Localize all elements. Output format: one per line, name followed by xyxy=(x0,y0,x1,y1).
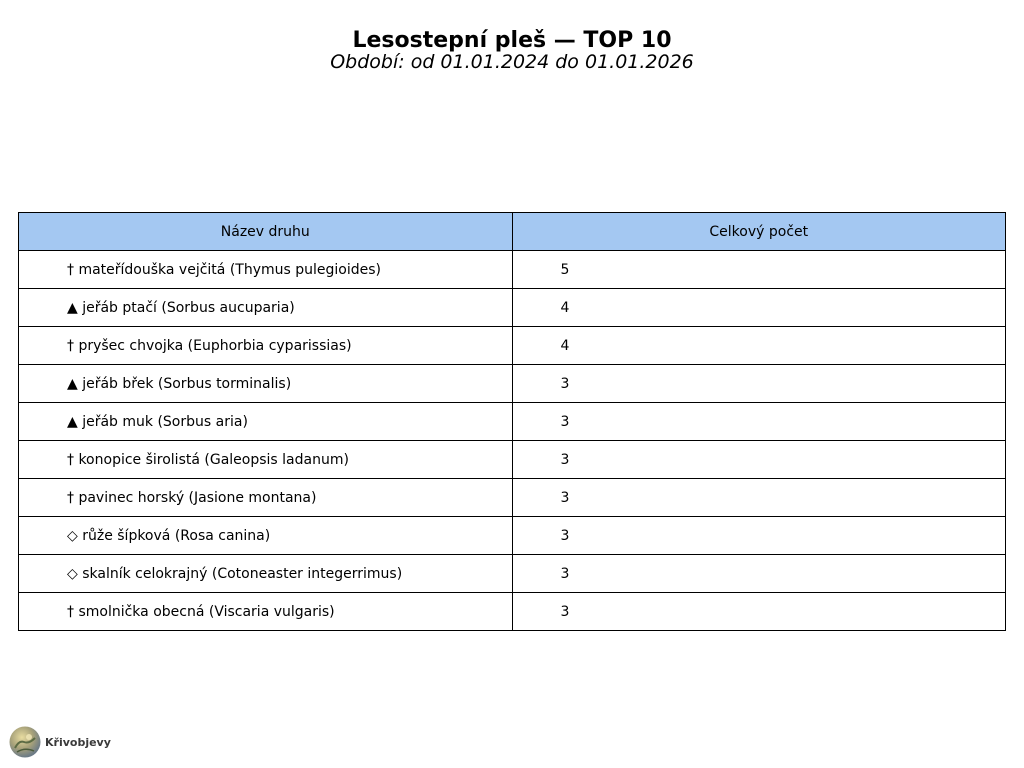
count-cell: 3 xyxy=(512,403,1005,441)
table-header-row xyxy=(19,213,1006,251)
species-name-cell: ▲ jeřáb muk (Sorbus aria) xyxy=(19,403,513,441)
table-row xyxy=(19,365,1006,403)
table-row xyxy=(19,403,1006,441)
species-name-cell: ◇ růže šípková (Rosa canina) xyxy=(19,517,513,555)
count-cell: 4 xyxy=(512,289,1005,327)
species-table xyxy=(18,212,1006,631)
table-row xyxy=(19,327,1006,365)
count-cell: 5 xyxy=(512,251,1005,289)
page-title: Lesostepní pleš — TOP 10 xyxy=(352,28,672,53)
brand-name: Křivobjevy xyxy=(45,735,111,749)
species-name-cell: ▲ jeřáb ptačí (Sorbus aucuparia) xyxy=(19,289,513,327)
species-name-cell: † pryšec chvojka (Euphorbia cyparissias) xyxy=(19,327,513,365)
brand-logo xyxy=(9,726,111,758)
table-row xyxy=(19,555,1006,593)
logo-emblem-icon xyxy=(9,726,41,758)
column-header-name: Název druhu xyxy=(19,213,513,251)
count-cell: 3 xyxy=(512,365,1005,403)
column-header-count: Celkový počet xyxy=(512,213,1005,251)
table-body xyxy=(19,251,1006,631)
count-cell: 3 xyxy=(512,441,1005,479)
table-row xyxy=(19,289,1006,327)
species-name-cell: ◇ skalník celokrajný (Cotoneaster integerrimus) xyxy=(19,555,513,593)
count-cell: 3 xyxy=(512,555,1005,593)
species-name-cell: † mateřídouška vejčitá (Thymus pulegioides) xyxy=(19,251,513,289)
species-name-cell: † pavinec horský (Jasione montana) xyxy=(19,479,513,517)
species-name-cell: ▲ jeřáb břek (Sorbus torminalis) xyxy=(19,365,513,403)
species-name-cell: † smolnička obecná (Viscaria vulgaris) xyxy=(19,593,513,631)
count-cell: 4 xyxy=(512,327,1005,365)
count-cell: 3 xyxy=(512,593,1005,631)
table-row xyxy=(19,517,1006,555)
page-subtitle: Období: od 01.01.2024 do 01.01.2026 xyxy=(330,51,694,73)
count-cell: 3 xyxy=(512,479,1005,517)
table-row xyxy=(19,479,1006,517)
table-row xyxy=(19,593,1006,631)
table-row xyxy=(19,251,1006,289)
table-row xyxy=(19,441,1006,479)
count-cell: 3 xyxy=(512,517,1005,555)
species-name-cell: † konopice širolistá (Galeopsis ladanum) xyxy=(19,441,513,479)
